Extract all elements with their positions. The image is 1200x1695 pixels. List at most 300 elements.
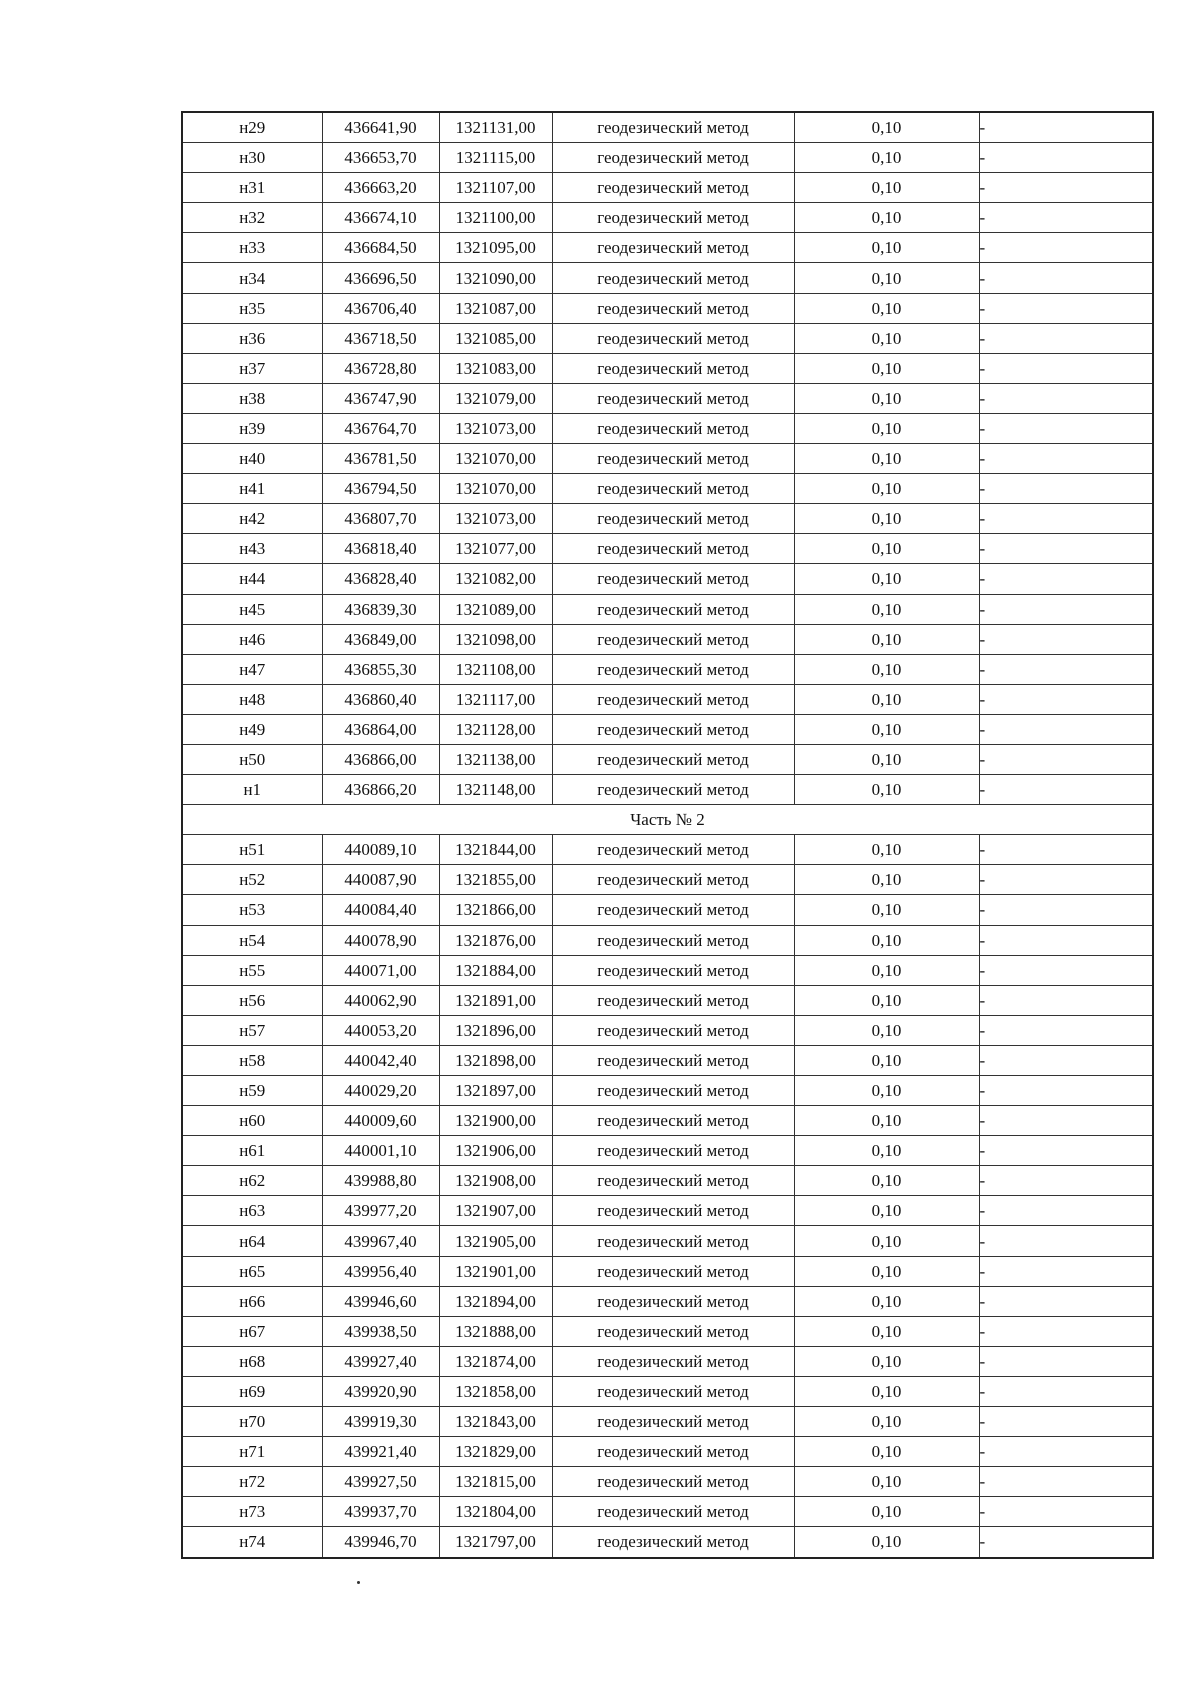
table-row [182, 444, 1153, 474]
table-row [182, 1256, 1153, 1286]
accuracy-cell: 0,10 [794, 564, 979, 594]
method-cell: геодезический метод [552, 1376, 794, 1406]
point-name-cell: н45 [182, 594, 322, 624]
point-name-cell: н56 [182, 985, 322, 1015]
x-coordinate-cell: 436684,50 [322, 233, 439, 263]
description-cell: - [979, 1045, 1153, 1075]
description-cell: - [979, 1527, 1153, 1558]
y-coordinate-cell: 1321090,00 [439, 263, 552, 293]
method-cell: геодезический метод [552, 684, 794, 714]
method-cell: геодезический метод [552, 444, 794, 474]
method-cell: геодезический метод [552, 1196, 794, 1226]
point-name-cell: н51 [182, 835, 322, 865]
accuracy-cell: 0,10 [794, 263, 979, 293]
method-cell: геодезический метод [552, 1316, 794, 1346]
description-cell: - [979, 1316, 1153, 1346]
description-cell: - [979, 624, 1153, 654]
x-coordinate-cell: 436653,70 [322, 143, 439, 173]
method-cell: геодезический метод [552, 594, 794, 624]
y-coordinate-cell: 1321128,00 [439, 714, 552, 744]
x-coordinate-cell: 436696,50 [322, 263, 439, 293]
y-coordinate-cell: 1321901,00 [439, 1256, 552, 1286]
method-cell: геодезический метод [552, 323, 794, 353]
x-coordinate-cell: 439946,70 [322, 1527, 439, 1558]
method-cell: геодезический метод [552, 1106, 794, 1136]
table-row [182, 1527, 1153, 1558]
accuracy-cell: 0,10 [794, 1166, 979, 1196]
method-cell: геодезический метод [552, 353, 794, 383]
table-row [182, 624, 1153, 654]
x-coordinate-cell: 440089,10 [322, 835, 439, 865]
table-row [182, 865, 1153, 895]
accuracy-cell: 0,10 [794, 1346, 979, 1376]
method-cell: геодезический метод [552, 1286, 794, 1316]
point-name-cell: н43 [182, 534, 322, 564]
accuracy-cell: 0,10 [794, 1497, 979, 1527]
accuracy-cell: 0,10 [794, 1045, 979, 1075]
point-name-cell: н33 [182, 233, 322, 263]
x-coordinate-cell: 436866,00 [322, 744, 439, 774]
x-coordinate-cell: 436781,50 [322, 444, 439, 474]
method-cell: геодезический метод [552, 1256, 794, 1286]
description-cell: - [979, 1166, 1153, 1196]
description-cell: - [979, 564, 1153, 594]
method-cell: геодезический метод [552, 835, 794, 865]
table-row [182, 1376, 1153, 1406]
y-coordinate-cell: 1321131,00 [439, 112, 552, 143]
x-coordinate-cell: 440042,40 [322, 1045, 439, 1075]
description-cell: - [979, 173, 1153, 203]
description-cell: - [979, 1376, 1153, 1406]
description-cell: - [979, 895, 1153, 925]
x-coordinate-cell: 440001,10 [322, 1136, 439, 1166]
y-coordinate-cell: 1321908,00 [439, 1166, 552, 1196]
accuracy-cell: 0,10 [794, 323, 979, 353]
point-name-cell: н46 [182, 624, 322, 654]
accuracy-cell: 0,10 [794, 1015, 979, 1045]
description-cell: - [979, 1407, 1153, 1437]
point-name-cell: н47 [182, 654, 322, 684]
y-coordinate-cell: 1321115,00 [439, 143, 552, 173]
y-coordinate-cell: 1321891,00 [439, 985, 552, 1015]
table-row [182, 744, 1153, 774]
table-row [182, 1045, 1153, 1075]
point-name-cell: н62 [182, 1166, 322, 1196]
point-name-cell: н65 [182, 1256, 322, 1286]
x-coordinate-cell: 436728,80 [322, 353, 439, 383]
description-cell: - [979, 233, 1153, 263]
accuracy-cell: 0,10 [794, 1316, 979, 1346]
description-cell: - [979, 263, 1153, 293]
x-coordinate-cell: 436718,50 [322, 323, 439, 353]
table-row [182, 383, 1153, 413]
table-row [182, 1467, 1153, 1497]
accuracy-cell: 0,10 [794, 504, 979, 534]
method-cell: геодезический метод [552, 383, 794, 413]
point-name-cell: н42 [182, 504, 322, 534]
accuracy-cell: 0,10 [794, 835, 979, 865]
y-coordinate-cell: 1321894,00 [439, 1286, 552, 1316]
accuracy-cell: 0,10 [794, 383, 979, 413]
point-name-cell: н61 [182, 1136, 322, 1166]
accuracy-cell: 0,10 [794, 1467, 979, 1497]
description-cell: - [979, 323, 1153, 353]
accuracy-cell: 0,10 [794, 444, 979, 474]
accuracy-cell: 0,10 [794, 624, 979, 654]
x-coordinate-cell: 439988,80 [322, 1166, 439, 1196]
y-coordinate-cell: 1321073,00 [439, 413, 552, 443]
description-cell: - [979, 594, 1153, 624]
table-row [182, 233, 1153, 263]
y-coordinate-cell: 1321829,00 [439, 1437, 552, 1467]
table-row [182, 684, 1153, 714]
x-coordinate-cell: 440053,20 [322, 1015, 439, 1045]
y-coordinate-cell: 1321082,00 [439, 564, 552, 594]
description-cell: - [979, 474, 1153, 504]
method-cell: геодезический метод [552, 233, 794, 263]
method-cell: геодезический метод [552, 1015, 794, 1045]
point-name-cell: н60 [182, 1106, 322, 1136]
x-coordinate-cell: 436674,10 [322, 203, 439, 233]
point-name-cell: н64 [182, 1226, 322, 1256]
accuracy-cell: 0,10 [794, 1256, 979, 1286]
table-row [182, 323, 1153, 353]
point-name-cell: н54 [182, 925, 322, 955]
y-coordinate-cell: 1321087,00 [439, 293, 552, 323]
method-cell: геодезический метод [552, 203, 794, 233]
method-cell: геодезический метод [552, 1497, 794, 1527]
point-name-cell: н48 [182, 684, 322, 714]
accuracy-cell: 0,10 [794, 413, 979, 443]
method-cell: геодезический метод [552, 1437, 794, 1467]
point-name-cell: н52 [182, 865, 322, 895]
y-coordinate-cell: 1321108,00 [439, 654, 552, 684]
y-coordinate-cell: 1321884,00 [439, 955, 552, 985]
x-coordinate-cell: 436794,50 [322, 474, 439, 504]
accuracy-cell: 0,10 [794, 594, 979, 624]
table-row [182, 173, 1153, 203]
y-coordinate-cell: 1321095,00 [439, 233, 552, 263]
description-cell: - [979, 383, 1153, 413]
method-cell: геодезический метод [552, 474, 794, 504]
table-row [182, 1286, 1153, 1316]
method-cell: геодезический метод [552, 293, 794, 323]
point-name-cell: н59 [182, 1076, 322, 1106]
accuracy-cell: 0,10 [794, 1376, 979, 1406]
x-coordinate-cell: 440087,90 [322, 865, 439, 895]
point-name-cell: н72 [182, 1467, 322, 1497]
y-coordinate-cell: 1321073,00 [439, 504, 552, 534]
point-name-cell: н55 [182, 955, 322, 985]
point-name-cell: н74 [182, 1527, 322, 1558]
accuracy-cell: 0,10 [794, 1226, 979, 1256]
method-cell: геодезический метод [552, 413, 794, 443]
y-coordinate-cell: 1321070,00 [439, 474, 552, 504]
point-name-cell: н31 [182, 173, 322, 203]
table-row [182, 143, 1153, 173]
table-row [182, 1136, 1153, 1166]
coordinates-table-body [182, 112, 1153, 1558]
x-coordinate-cell: 436860,40 [322, 684, 439, 714]
y-coordinate-cell: 1321098,00 [439, 624, 552, 654]
y-coordinate-cell: 1321858,00 [439, 1376, 552, 1406]
description-cell: - [979, 1015, 1153, 1045]
accuracy-cell: 0,10 [794, 865, 979, 895]
description-cell: - [979, 1226, 1153, 1256]
x-coordinate-cell: 439927,50 [322, 1467, 439, 1497]
description-cell: - [979, 353, 1153, 383]
accuracy-cell: 0,10 [794, 233, 979, 263]
point-name-cell: н44 [182, 564, 322, 594]
x-coordinate-cell: 436747,90 [322, 383, 439, 413]
description-cell: - [979, 1497, 1153, 1527]
description-cell: - [979, 504, 1153, 534]
y-coordinate-cell: 1321874,00 [439, 1346, 552, 1376]
y-coordinate-cell: 1321815,00 [439, 1467, 552, 1497]
y-coordinate-cell: 1321138,00 [439, 744, 552, 774]
y-coordinate-cell: 1321866,00 [439, 895, 552, 925]
description-cell: - [979, 112, 1153, 143]
table-row [182, 1497, 1153, 1527]
point-name-cell: н50 [182, 744, 322, 774]
point-name-cell: н53 [182, 895, 322, 925]
accuracy-cell: 0,10 [794, 744, 979, 774]
description-cell: - [979, 444, 1153, 474]
accuracy-cell: 0,10 [794, 925, 979, 955]
description-cell: - [979, 744, 1153, 774]
y-coordinate-cell: 1321117,00 [439, 684, 552, 714]
y-coordinate-cell: 1321085,00 [439, 323, 552, 353]
method-cell: геодезический метод [552, 624, 794, 654]
point-name-cell: н57 [182, 1015, 322, 1045]
table-row [182, 413, 1153, 443]
method-cell: геодезический метод [552, 143, 794, 173]
y-coordinate-cell: 1321804,00 [439, 1497, 552, 1527]
table-row [182, 1015, 1153, 1045]
point-name-cell: н40 [182, 444, 322, 474]
accuracy-cell: 0,10 [794, 112, 979, 143]
y-coordinate-cell: 1321897,00 [439, 1076, 552, 1106]
y-coordinate-cell: 1321900,00 [439, 1106, 552, 1136]
point-name-cell: н70 [182, 1407, 322, 1437]
accuracy-cell: 0,10 [794, 684, 979, 714]
table-row [182, 955, 1153, 985]
point-name-cell: н1 [182, 775, 322, 805]
x-coordinate-cell: 439937,70 [322, 1497, 439, 1527]
description-cell: - [979, 654, 1153, 684]
accuracy-cell: 0,10 [794, 173, 979, 203]
point-name-cell: н58 [182, 1045, 322, 1075]
y-coordinate-cell: 1321888,00 [439, 1316, 552, 1346]
table-row [182, 353, 1153, 383]
description-cell: - [979, 1136, 1153, 1166]
accuracy-cell: 0,10 [794, 534, 979, 564]
x-coordinate-cell: 440029,20 [322, 1076, 439, 1106]
point-name-cell: н36 [182, 323, 322, 353]
description-cell: - [979, 1256, 1153, 1286]
y-coordinate-cell: 1321083,00 [439, 353, 552, 383]
x-coordinate-cell: 439919,30 [322, 1407, 439, 1437]
coordinates-table [181, 111, 1154, 1559]
point-name-cell: н29 [182, 112, 322, 143]
description-cell: - [979, 534, 1153, 564]
accuracy-cell: 0,10 [794, 293, 979, 323]
table-row [182, 1106, 1153, 1136]
description-cell: - [979, 835, 1153, 865]
point-name-cell: н49 [182, 714, 322, 744]
accuracy-cell: 0,10 [794, 955, 979, 985]
method-cell: геодезический метод [552, 895, 794, 925]
accuracy-cell: 0,10 [794, 1437, 979, 1467]
method-cell: геодезический метод [552, 714, 794, 744]
method-cell: геодезический метод [552, 1467, 794, 1497]
x-coordinate-cell: 439938,50 [322, 1316, 439, 1346]
x-coordinate-cell: 440009,60 [322, 1106, 439, 1136]
x-coordinate-cell: 436855,30 [322, 654, 439, 684]
method-cell: геодезический метод [552, 925, 794, 955]
accuracy-cell: 0,10 [794, 1196, 979, 1226]
x-coordinate-cell: 436706,40 [322, 293, 439, 323]
table-row [182, 1437, 1153, 1467]
point-name-cell: н67 [182, 1316, 322, 1346]
point-name-cell: н37 [182, 353, 322, 383]
method-cell: геодезический метод [552, 955, 794, 985]
table-row [182, 835, 1153, 865]
description-cell: - [979, 1346, 1153, 1376]
description-cell: - [979, 293, 1153, 323]
method-cell: геодезический метод [552, 775, 794, 805]
description-cell: - [979, 925, 1153, 955]
method-cell: геодезический метод [552, 1407, 794, 1437]
description-cell: - [979, 1437, 1153, 1467]
y-coordinate-cell: 1321797,00 [439, 1527, 552, 1558]
y-coordinate-cell: 1321100,00 [439, 203, 552, 233]
point-name-cell: н35 [182, 293, 322, 323]
y-coordinate-cell: 1321077,00 [439, 534, 552, 564]
table-row [182, 1346, 1153, 1376]
table-row [182, 714, 1153, 744]
x-coordinate-cell: 439977,20 [322, 1196, 439, 1226]
description-cell: - [979, 413, 1153, 443]
table-row [182, 1316, 1153, 1346]
description-cell: - [979, 1467, 1153, 1497]
y-coordinate-cell: 1321855,00 [439, 865, 552, 895]
accuracy-cell: 0,10 [794, 203, 979, 233]
description-cell: - [979, 1196, 1153, 1226]
method-cell: геодезический метод [552, 564, 794, 594]
x-coordinate-cell: 436663,20 [322, 173, 439, 203]
x-coordinate-cell: 436641,90 [322, 112, 439, 143]
point-name-cell: н38 [182, 383, 322, 413]
x-coordinate-cell: 436864,00 [322, 714, 439, 744]
y-coordinate-cell: 1321906,00 [439, 1136, 552, 1166]
table-row [182, 594, 1153, 624]
x-coordinate-cell: 439921,40 [322, 1437, 439, 1467]
table-row [182, 564, 1153, 594]
point-name-cell: н71 [182, 1437, 322, 1467]
point-name-cell: н69 [182, 1376, 322, 1406]
y-coordinate-cell: 1321089,00 [439, 594, 552, 624]
accuracy-cell: 0,10 [794, 1106, 979, 1136]
description-cell: - [979, 203, 1153, 233]
x-coordinate-cell: 439956,40 [322, 1256, 439, 1286]
method-cell: геодезический метод [552, 744, 794, 774]
x-coordinate-cell: 439946,60 [322, 1286, 439, 1316]
point-name-cell: н63 [182, 1196, 322, 1226]
method-cell: геодезический метод [552, 985, 794, 1015]
table-row [182, 985, 1153, 1015]
y-coordinate-cell: 1321843,00 [439, 1407, 552, 1437]
method-cell: геодезический метод [552, 865, 794, 895]
description-cell: - [979, 865, 1153, 895]
method-cell: геодезический метод [552, 1346, 794, 1376]
table-row [182, 1226, 1153, 1256]
table-row [182, 534, 1153, 564]
accuracy-cell: 0,10 [794, 1527, 979, 1558]
y-coordinate-cell: 1321876,00 [439, 925, 552, 955]
x-coordinate-cell: 439927,40 [322, 1346, 439, 1376]
y-coordinate-cell: 1321107,00 [439, 173, 552, 203]
x-coordinate-cell: 440062,90 [322, 985, 439, 1015]
description-cell: - [979, 985, 1153, 1015]
method-cell: геодезический метод [552, 504, 794, 534]
point-name-cell: н73 [182, 1497, 322, 1527]
accuracy-cell: 0,10 [794, 353, 979, 383]
table-row [182, 1076, 1153, 1106]
x-coordinate-cell: 436764,70 [322, 413, 439, 443]
point-name-cell: н32 [182, 203, 322, 233]
point-name-cell: н30 [182, 143, 322, 173]
x-coordinate-cell: 436839,30 [322, 594, 439, 624]
method-cell: геодезический метод [552, 1045, 794, 1075]
accuracy-cell: 0,10 [794, 474, 979, 504]
method-cell: геодезический метод [552, 1166, 794, 1196]
accuracy-cell: 0,10 [794, 1136, 979, 1166]
x-coordinate-cell: 440084,40 [322, 895, 439, 925]
table-row [182, 263, 1153, 293]
table-row [182, 1196, 1153, 1226]
x-coordinate-cell: 436849,00 [322, 624, 439, 654]
table-row [182, 1407, 1153, 1437]
table-row [182, 895, 1153, 925]
method-cell: геодезический метод [552, 1226, 794, 1256]
description-cell: - [979, 955, 1153, 985]
x-coordinate-cell: 436807,70 [322, 504, 439, 534]
table-row [182, 474, 1153, 504]
x-coordinate-cell: 439967,40 [322, 1226, 439, 1256]
description-cell: - [979, 714, 1153, 744]
accuracy-cell: 0,10 [794, 985, 979, 1015]
description-cell: - [979, 1076, 1153, 1106]
table-row [182, 775, 1153, 805]
y-coordinate-cell: 1321898,00 [439, 1045, 552, 1075]
method-cell: геодезический метод [552, 263, 794, 293]
x-coordinate-cell: 436866,20 [322, 775, 439, 805]
part-header: Часть № 2 [182, 805, 1153, 835]
x-coordinate-cell: 436818,40 [322, 534, 439, 564]
accuracy-cell: 0,10 [794, 895, 979, 925]
y-coordinate-cell: 1321148,00 [439, 775, 552, 805]
point-name-cell: н41 [182, 474, 322, 504]
scan-speck [357, 1581, 360, 1584]
table-row [182, 1166, 1153, 1196]
table-row [182, 925, 1153, 955]
table-row [182, 112, 1153, 143]
table-row [182, 293, 1153, 323]
x-coordinate-cell: 440071,00 [322, 955, 439, 985]
y-coordinate-cell: 1321896,00 [439, 1015, 552, 1045]
x-coordinate-cell: 440078,90 [322, 925, 439, 955]
